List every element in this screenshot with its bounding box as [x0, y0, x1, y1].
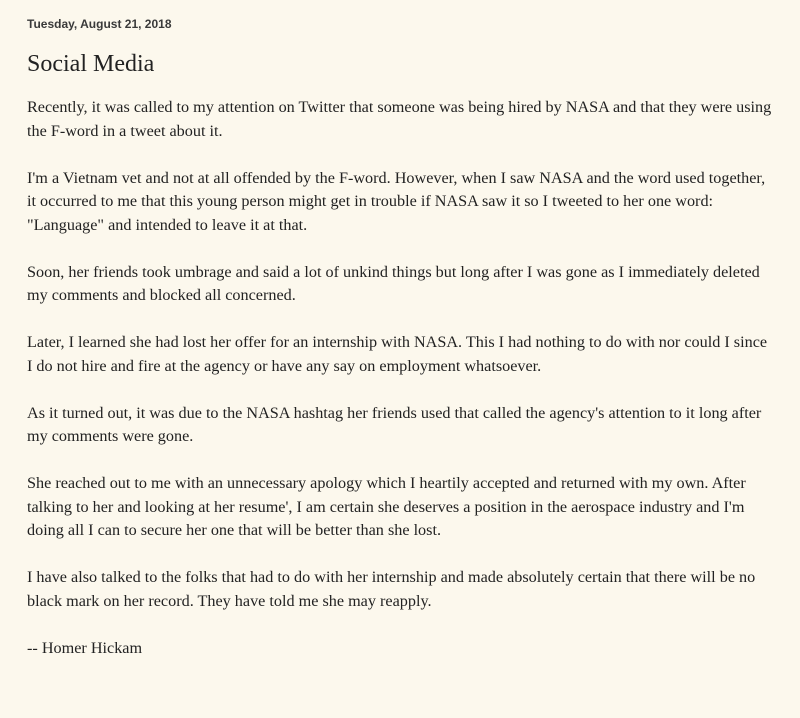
post-signature: -- Homer Hickam: [27, 638, 143, 657]
post-paragraph: She reached out to me with an unnecessary apology which I heartily accepted and returned with my own. After talking to her and looking at her resume', I am certain she deserves a position in the aerospace industry and I'm doing all I can to secure her one that will be better than she lost.: [27, 474, 746, 539]
post-paragraph: I'm a Vietnam vet and not at all offended by the F-word. However, when I saw NASA and the word used together, it occurred to me that this young person might get in trouble if NASA saw it so I tweeted to her one word: "Language" and intended to leave it at that.: [27, 168, 766, 234]
post-paragraph: Recently, it was called to my attention on Twitter that someone was being hired by NASA and that they were using the F-word in a tweet about it.: [27, 98, 772, 140]
post-paragraph: Later, I learned she had lost her offer for an internship with NASA. This I had nothing to do with nor could I since I do not hire and fire at the agency or have any say on employment whatsoever.: [27, 333, 768, 375]
post-body: [27, 96, 772, 660]
post-paragraph: As it turned out, it was due to the NASA hashtag her friends used that called the agency's attention to it long after my comments were gone.: [27, 403, 762, 445]
date-header: Tuesday, August 21, 2018: [27, 17, 172, 31]
post-paragraph: Soon, her friends took umbrage and said a lot of unkind things but long after I was gone as I immediately deleted my comments and blocked all concerned.: [27, 262, 760, 304]
post-title: Social Media: [27, 51, 155, 77]
post-paragraph: I have also talked to the folks that had to do with her internship and made absolutely certain that there will be no black mark on her record. They have told me she may reapply.: [27, 568, 756, 610]
